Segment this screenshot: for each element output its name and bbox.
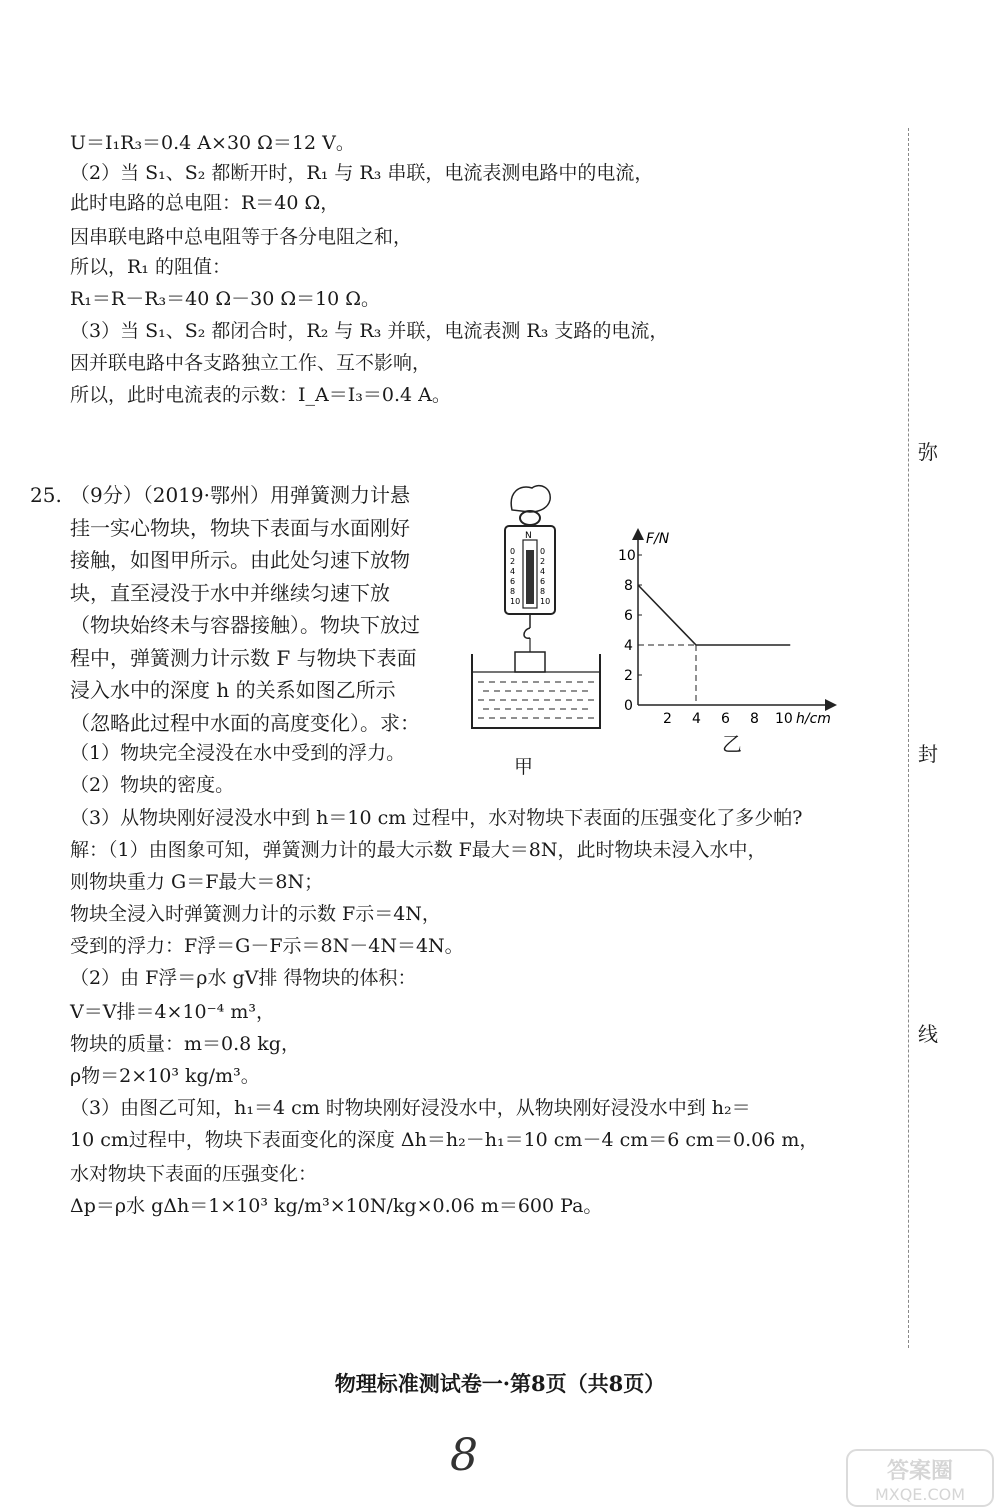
solution-line: 10 cm过程中，物块下表面变化的深度 Δh＝h₂－h₁＝10 cm－4 cm＝6 cm＝0.06 m， [70,1129,819,1151]
y-tick-label: 10 [618,548,636,564]
stem-line: （忽略此过程中水面的高度变化）。求： [70,710,420,735]
y-axis-label: F/N [646,531,670,547]
text-line: 所以，此时电流表的示数：I_A＝I₃＝0.4 A。 [70,384,451,406]
text-line: （3）当 S₁、S₂ 都闭合时，R₂ 与 R₃ 并联，电流表测 R₃ 支路的电流， [70,320,669,342]
figure-jia-spring-scale [460,478,620,738]
scale-tick-label: 2 [540,557,546,566]
solution-line: ρ物＝2×10³ kg/m³。 [70,1065,260,1087]
page-footer: 物理标准测试卷一·第8页（共8页） [334,1371,666,1396]
x-tick-label: 4 [692,711,701,727]
scale-tick-label: 8 [510,587,516,596]
text-line: 此时电路的总电阻：R＝40 Ω， [70,192,340,214]
scale-tick-label: 0 [510,547,516,556]
solution-line: （3）由图乙可知，h₁＝4 cm 时物块刚好浸没水中，从物块刚好浸没水中到 h₂＝ [70,1097,751,1119]
x-tick-label: 10 [775,711,793,727]
text-line: U＝I₁R₃＝0.4 A×30 Ω＝12 V。 [70,132,355,154]
stem-line: 挂一实心物块，物块下表面与水面刚好 [70,515,410,540]
solution-line: V＝V排＝4×10⁻⁴ m³， [70,1001,275,1023]
data-series-line [638,585,790,645]
margin-char: 线 [918,1022,938,1046]
stem-line: （9分）（2019·鄂州）用弹簧测力计悬 [70,483,410,507]
scale-tick-label: 6 [540,577,546,586]
y-tick-label: 6 [624,608,633,624]
text-line: 所以，R₁ 的阻值： [70,256,231,278]
stem-line: 程中，弹簧测力计示数 F 与物块下表面 [70,645,417,670]
question-part: （2）物块的密度。 [70,774,235,796]
solution-line: Δp＝ρ水 gΔh＝1×10³ kg/m³×10N/kg×0.06 m＝600 Pa。 [70,1195,603,1217]
stem-line: 接触，如图甲所示。由此处匀速下放物 [70,548,410,572]
figure-label-yi: 乙 [722,732,742,756]
svg-text:答案圈: 答案圈 [886,1459,954,1484]
hand-icon [511,486,550,512]
figure-yi-graph [612,525,862,735]
x-tick-label: 6 [721,711,730,727]
y-tick-label: 4 [624,638,633,654]
page-number: 8 [450,1430,478,1481]
x-tick-label: 8 [750,711,759,727]
y-tick-label: 0 [624,698,633,714]
scale-tick-label: 6 [510,577,516,586]
text-line: （2）当 S₁、S₂ 都断开时，R₁ 与 R₃ 串联，电流表测电路中的电流， [70,162,654,184]
block [515,652,545,672]
scale-tick-label: 10 [510,597,521,606]
question-part: （1）物块完全浸没在水中受到的浮力。 [70,742,406,764]
y-tick-label: 2 [624,668,633,684]
svg-text:MXQE.COM: MXQE.COM [874,1485,966,1504]
question-number: 25. [30,483,62,507]
solution-line: 物块全浸入时弹簧测力计的示数 F示＝4N， [70,903,441,925]
question-part: （3）从物块刚好浸没水中到 h＝10 cm 过程中，水对物块下表面的压强变化了多少帕? [70,807,803,829]
solution-line: 物块的质量：m＝0.8 kg， [70,1033,300,1055]
margin-char: 弥 [918,440,938,464]
scale-tick-label: 4 [540,567,546,576]
stem-line: 浸入水中的深度 h 的关系如图乙所示 [70,678,396,702]
text-line: 因并联电路中各支路独立工作、互不影响， [70,352,432,374]
hanging-ring [520,511,540,525]
stem-line: （物块始终未与容器接触）。物块下放过 [70,613,420,637]
text-line: 因串联电路中总电阻等于各分电阻之和， [70,226,413,248]
x-tick-label: 2 [663,711,672,727]
scale-tick-label: 8 [540,587,546,596]
stem-line: 块，直至浸没于水中并继续匀速下放 [70,580,390,605]
solution-line: 水对物块下表面的压强变化： [70,1163,318,1185]
y-tick-label: 8 [624,578,633,594]
margin-char: 封 [918,742,938,766]
scale-tick-label: 4 [510,567,516,576]
solution-line: 则物块重力 G＝F最大＝8N； [70,871,324,893]
scale-tick-label: 10 [540,597,551,606]
solution-line: 解：（1）由图象可知，弹簧测力计的最大示数 F最大＝8N，此时物块未浸入水中， [70,839,767,861]
solution-line: 受到的浮力：F浮＝G－F示＝8N－4N＝4N。 [70,935,464,957]
watermark-logo [845,1448,995,1508]
x-axis-label: h/cm [796,711,831,727]
text-line: R₁＝R－R₃＝40 Ω－30 Ω＝10 Ω。 [70,288,381,310]
scale-tick-label: 0 [540,547,546,556]
binding-line [908,128,909,1348]
solution-line: （2）由 F浮＝ρ水 gV排 得物块的体积： [70,967,417,989]
figure-label-jia: 甲 [514,756,534,778]
scale-unit: N [525,531,532,541]
scale-tick-label: 2 [510,557,516,566]
